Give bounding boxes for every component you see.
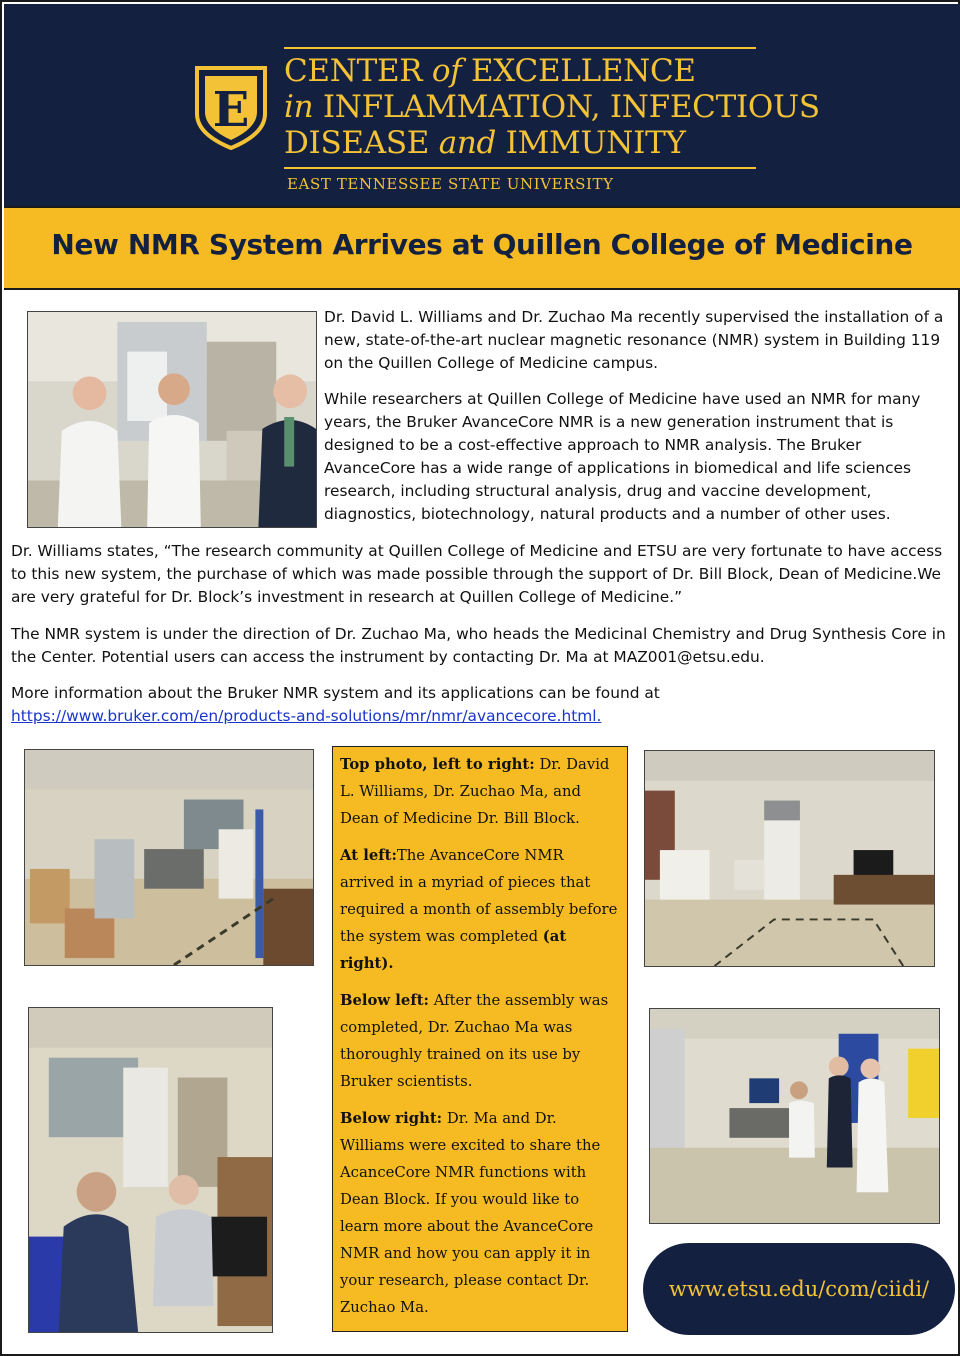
caption-below-right: Below right: Dr. Ma and Dr. Williams were excited to share the AcanceCore NMR functions with Dean Block. If you would like to learn more about the AvanceCore NMR and how you can apply it in your research, please contact Dr. Zuchao Ma. (340, 1110, 601, 1316)
bruker-link[interactable]: https://www.bruker.com/en/products-and-solutions/mr/nmr/avancecore.html. (11, 707, 602, 725)
intro-paragraph: Dr. David L. Williams and Dr. Zuchao Ma recently supervised the installation of a new, state-of-the-art nuclear magnetic resonance (NMR) system in Building 119 on the Quillen College of Medicine campus. (324, 308, 944, 372)
header-line-3: DISEASE and IMMUNITY (284, 125, 686, 161)
header-banner (4, 4, 960, 206)
more-info-paragraph (11, 682, 955, 728)
photo-demo-to-dean (649, 1008, 940, 1224)
photo-training (28, 1007, 273, 1333)
header-line-1: CENTER of EXCELLENCE (284, 53, 696, 89)
bruker-paragraph: While researchers at Quillen College of Medicine have used an NMR for many years, the Bruker AvanceCore NMR is a new generation instrument that is designed to be a cost-effective approach to NMR analysis. The Bruker AvanceCore has a wide range of applications in biomedical and life sciences research, including structural analysis, drug and vaccine development, diagnostics, biotechnology, natural products and a number of other uses. (324, 390, 921, 523)
title-band (4, 206, 960, 290)
direction-paragraph: The NMR system is under the direction of Dr. Zuchao Ma, who heads the Medicinal Chemistry and Drug Synthesis Core in the Center. Potential users can access the instrument by contacting Dr. Ma at MAZ001@etsu.edu. (11, 625, 946, 666)
university-name: EAST TENNESSEE STATE UNIVERSITY (287, 175, 614, 193)
etsu-shield-logo (193, 64, 269, 150)
caption-below-left: Below left: After the assembly was completed, Dr. Zuchao Ma was thoroughly trained on its use by Bruker scientists. (340, 992, 609, 1090)
photo-caption-box (332, 746, 628, 1332)
more-info-text: More information about the Bruker NMR system and its applications can be found at (11, 684, 660, 702)
svg-text:E: E (212, 82, 250, 138)
photo-top-three-people (27, 311, 317, 528)
website-url-badge[interactable] (643, 1243, 955, 1335)
photo-assembled-nmr (644, 750, 935, 967)
photo-unassembled-nmr (24, 749, 314, 966)
header-rule-top (284, 47, 756, 49)
caption-at-left: At left:The AvanceCore NMR arrived in a myriad of pieces that required a month of assembly before the system was completed (at right). (340, 847, 618, 972)
website-url[interactable]: www.etsu.edu/com/ciidi/ (668, 1277, 930, 1301)
williams-quote-paragraph: Dr. Williams states, “The research community at Quillen College of Medicine and ETSU are very fortunate to have access to this new system, the purchase of which was made possible through the support of Dr. Bill Block, Dean of Medicine.We are very grateful for Dr. Block’s investment in research at Quillen College of Medicine.” (11, 542, 943, 606)
page-title: New NMR System Arrives at Quillen College of Medicine (51, 228, 913, 261)
caption-top-photo: Top photo, left to right: Dr. David L. Williams, Dr. Zuchao Ma, and Dean of Medicine Dr. Bill Block. (340, 756, 610, 827)
header-line-2: in INFLAMMATION, INFECTIOUS (284, 89, 820, 125)
header-rule-bottom (284, 167, 756, 169)
